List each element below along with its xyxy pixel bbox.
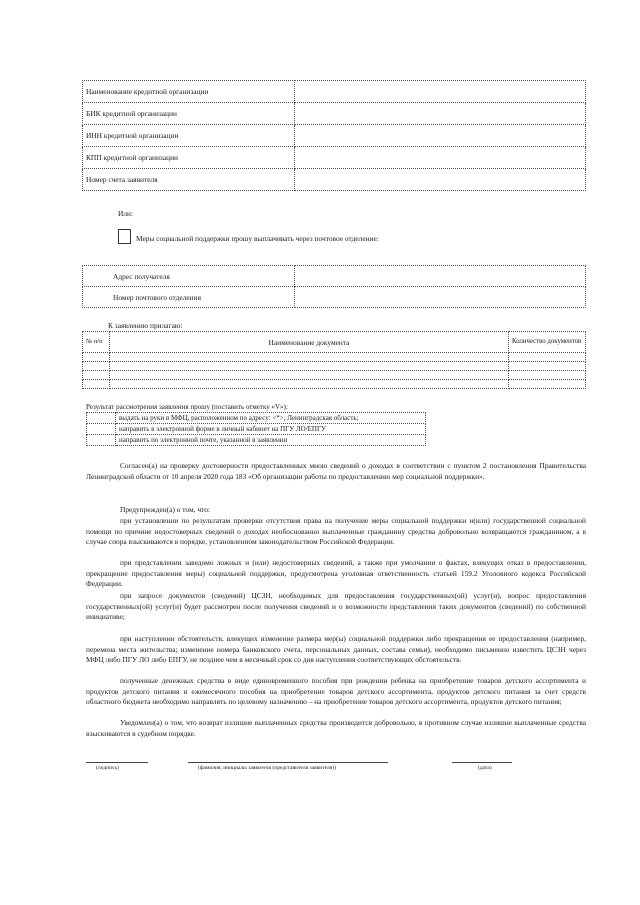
consent-paragraph: Согласен(а) на проверку достоверности предоставленных мною сведений о доходах в соответствии с пунктом 2 постановления Правительства Ленинградской области от 10 апреля 2020 года 183 «Об организации работы по предоставлению мер социальной поддержки». xyxy=(86,461,586,481)
or-label: Или: xyxy=(118,209,134,218)
inn-label: ИНН кредитной организации xyxy=(83,125,295,147)
bank-name-label: Наименование кредитной организации xyxy=(83,81,295,103)
name-line[interactable] xyxy=(188,762,388,764)
post-office-field[interactable] xyxy=(295,287,586,308)
warning-item: при запросе документов (сведений) ЦСЗН, необходимых для предоставления государственных(ой) услуг(и), вопрос предоставления государственных(ой) услуг(и) будет рассмотрен после получения сведений и о возможности представления таких документов (сведений) по собственной инициативе; xyxy=(86,591,586,622)
table-row xyxy=(83,103,586,125)
account-label: Номер счета заявителя xyxy=(83,169,295,191)
result-option-check[interactable] xyxy=(87,424,116,435)
documents-table xyxy=(82,331,586,389)
address-label: Адрес получателя xyxy=(83,266,295,287)
result-title: Результат рассмотрения заявления прошу (поставить отметку «V»): xyxy=(86,403,288,411)
warning-item: полученные денежных средства в виде единовременного пособия при рождении ребенка на приобретение товаров детского ассортимента и продуктов детского питания и ежемесячного пособия на приобретение товаров детского ассортимента, продуктов детского питания за счет средств областного бюджета необходимо направлять по целевому назначению – на приобретение товаров детского ассортимента, продуктов детского питания; xyxy=(86,676,586,707)
bik-label: БИК кредитной организации xyxy=(83,103,295,125)
account-field[interactable] xyxy=(295,169,586,191)
table-row xyxy=(87,435,426,446)
table-row xyxy=(83,362,586,371)
inn-field[interactable] xyxy=(295,125,586,147)
table-row xyxy=(87,413,426,424)
address-field[interactable] xyxy=(295,266,586,287)
attached-title: К заявлению прилагаю: xyxy=(108,321,183,330)
address-table xyxy=(82,265,586,308)
result-option-label: выдать на руки в МФЦ, расположенном по адресу: <*>, Ленинградская область; xyxy=(116,413,426,424)
result-option-label: направить в электронной форме в личный кабинет на ПГУ ЛО/ЕПГУ xyxy=(116,424,426,435)
bank-name-field[interactable] xyxy=(295,81,586,103)
table-row xyxy=(83,380,586,389)
signature-caption: (подпись) xyxy=(96,765,119,771)
table-row xyxy=(83,371,586,380)
table-row xyxy=(87,424,426,435)
signature-line[interactable] xyxy=(86,762,148,764)
table-row xyxy=(83,353,586,362)
postal-checkbox[interactable] xyxy=(118,229,131,244)
date-caption: (дата) xyxy=(478,765,492,771)
result-option-label: направить по электронной почте, указанной в заявлении xyxy=(116,435,426,446)
notified-paragraph: Уведомлен(а) о том, что возврат излишне выплаченных средства производится добровольно, в противном случае излишне выплаченные средства взыскиваются в судебном порядке. xyxy=(86,718,586,738)
table-header-row xyxy=(83,332,586,353)
col-name-header: Наименование документа xyxy=(110,332,509,353)
name-caption: (фамилия, инициалы заявителя (представителя заявителя)) xyxy=(198,765,336,771)
col-count-header: Количество документов xyxy=(509,332,586,353)
result-option-check[interactable] xyxy=(87,435,116,446)
post-office-label: Номер почтового отделения xyxy=(83,287,295,308)
bik-field[interactable] xyxy=(295,103,586,125)
table-row xyxy=(83,266,586,287)
postal-option-label: Меры социальной поддержки прошу выплачивать через почтовое отделение: xyxy=(136,234,379,243)
warned-heading: Предупрежден(а) о том, что: xyxy=(120,505,210,514)
table-row xyxy=(83,81,586,103)
table-row xyxy=(83,147,586,169)
warning-item: при установлении по результатам проверки отсутствия права на получение меры социальной поддержки и(или) государственной социальной помощи по причине недостоверных сведений о доходах необоснованно выплаченные гражданину средства добровольно возвращаются гражданином, а в случае спора взыскиваются в порядке, установленном законодательством Российской Федерации. xyxy=(86,516,586,547)
kpp-label: КПП кредитной организации xyxy=(83,147,295,169)
table-row xyxy=(83,125,586,147)
table-row xyxy=(83,169,586,191)
bank-details-table xyxy=(82,80,586,191)
warning-item: при представлении заведомо ложных и (или) недостоверных сведений, а также при умолчании о фактах, влекущих отказ в предоставлении, прекращение предоставления меры) социальной поддержки, предусмотрена уголовная ответственность статьей 159.2 Уголовного кодекса Российской Федерации. xyxy=(86,558,586,589)
result-option-check[interactable] xyxy=(87,413,116,424)
result-options-table xyxy=(86,412,426,446)
warning-item: при наступлении обстоятельств, влекущих изменение размера мер(ы) социальной поддержки либо прекращения ее предоставления (например, перемена места жительства; изменение номера банковского счета, персональных данных, состава семьи), необходимо письменно известить ЦСЗН через МФЦ либо ПГУ ЛО либо ЕПГУ, не позднее чем в месячный срок со дня наступления соответствующих обстоятельств. xyxy=(86,634,586,665)
table-row xyxy=(83,287,586,308)
col-number-header: № п/п xyxy=(83,332,110,353)
date-line[interactable] xyxy=(452,762,512,764)
kpp-field[interactable] xyxy=(295,147,586,169)
